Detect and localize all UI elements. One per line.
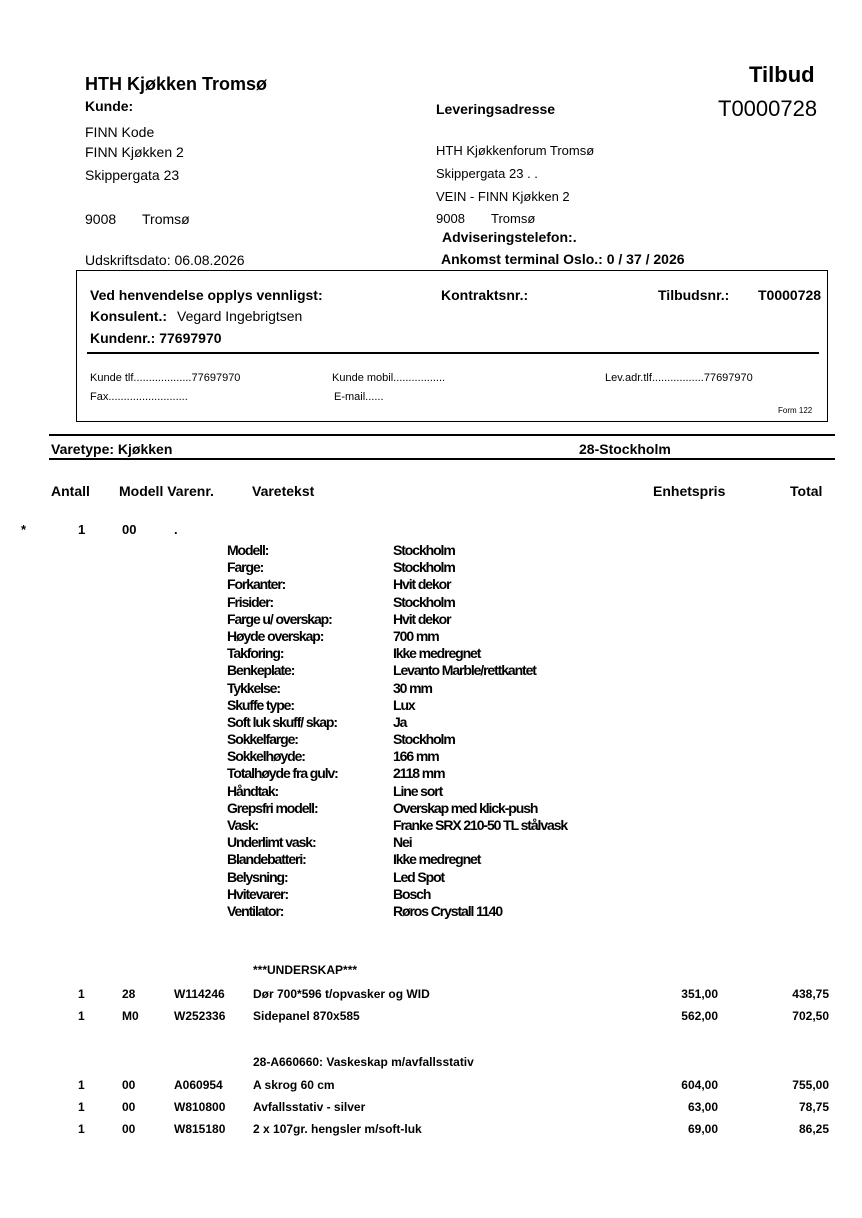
item-unit-price: 69,00 [687,1122,718,1136]
item-unit-price: 604,00 [681,1078,718,1092]
delivery-postcode: 9008 [436,211,465,226]
spec-key: Forkanter: [227,576,286,593]
item-number: W252336 [174,1009,226,1023]
delivery-phone: Lev.adr.tlf.................77697970 [605,372,753,384]
spec-value: Ikke medregnet [393,851,481,868]
box-divider [87,352,819,354]
spec-key: Totalhøyde fra gulv: [227,765,338,782]
item-text: A skrog 60 cm [253,1078,335,1092]
item-model: 00 [122,1122,136,1136]
item-number: W815180 [174,1122,226,1136]
spec-key: Frisider: [227,593,274,610]
customer-city: Tromsø [142,211,190,227]
spec-key: Skuffe type: [227,696,294,713]
spec-value: Røros Crystall 1140 [393,902,503,919]
spec-value: Hvit dekor [393,576,451,593]
item-unit-price: 351,00 [681,987,718,1001]
item-qty: 1 [78,1100,85,1114]
consultant-label: Konsulent.: [90,308,167,324]
spec-value: Levanto Marble/rettkantet [393,662,536,679]
item-total: 755,00 [792,1078,829,1092]
section-top-rule [49,434,835,436]
spec-value: Stockholm [393,542,455,558]
spec-value: 700 mm [393,627,439,644]
spec-key: Benkeplate: [227,662,295,679]
customer-street: Skippergata 23 [85,167,180,183]
fax: Fax.......................... [90,391,188,403]
delivery-city: Tromsø [491,211,536,226]
col-model-no: Modell Varenr. [119,483,214,499]
item-model: 00 [122,1100,136,1114]
arrival-terminal: Ankomst terminal Oslo.: 0 / 37 / 2026 [441,251,685,267]
item-text: Dør 700*596 t/opvasker og WID [253,987,430,1001]
spec-value: Stockholm [393,731,455,748]
spec-key: Ventilator: [227,902,284,919]
customer-line2: FINN Kjøkken 2 [85,144,184,160]
spec-value: Ja [393,713,407,730]
customer-mobile: Kunde mobil................. [332,372,446,384]
item-unit-price: 63,00 [687,1100,718,1114]
customer-number: Kundenr.: 77697970 [90,330,222,346]
item-number: W114246 [174,987,225,1001]
spec-key: Blandebatteri: [227,851,306,868]
offer-number: T0000728 [758,287,822,303]
spec-key: Hvitevarer: [227,885,289,902]
spec-key: Vask: [227,817,259,833]
spec-key: Takforing: [227,645,284,662]
main-qty: 1 [78,522,86,537]
item-qty: 1 [78,1009,85,1023]
spec-keys [227,542,338,920]
group-title-vaskeskap: 28-A660660: Vaskeskap m/avfallsstativ [253,1055,474,1069]
spec-key: Høyde overskap: [227,627,324,644]
item-model: M0 [122,1009,139,1023]
item-model: 28 [122,987,136,1001]
spec-key: Grepsfri modell: [227,799,318,816]
form-number: Form 122 [778,406,813,415]
spec-values [393,542,567,920]
item-unit-price: 562,00 [681,1009,718,1023]
spec-value: Overskap med klick-push [393,799,538,816]
col-qty: Antall [51,483,90,499]
item-number: A060954 [174,1078,223,1092]
item-qty: 1 [78,1078,85,1092]
advising-phone: Adviseringstelefon:. [442,229,577,245]
contract-label: Kontraktsnr.: [441,287,529,303]
item-total: 78,75 [798,1100,829,1114]
spec-key: Sokkelhøyde: [227,748,305,765]
delivery-line2: Skippergata 23 . . [436,166,538,181]
offer-label: Tilbudsnr.: [658,287,730,303]
spec-key: Sokkelfarge: [227,731,298,748]
item-total: 86,25 [798,1122,829,1136]
spec-key: Belysning: [227,868,288,885]
spec-key: Soft luk skuff/ skap: [227,713,337,730]
spec-value: 30 mm [393,679,432,696]
spec-key: Farge: [227,559,264,576]
kitchen-model: 28-Stockholm [579,441,671,457]
spec-value: Line sort [393,782,443,799]
spec-value: 2118 mm [393,765,445,782]
spec-key: Tykkelse: [227,679,280,696]
spec-value: 166 mm [393,748,439,765]
spec-key: Modell: [227,542,269,558]
document-type: Tilbud [749,62,815,87]
line-mark: * [21,522,27,537]
item-qty: 1 [78,1122,85,1136]
company-name: HTH Kjøkken Tromsø [85,74,268,94]
document-number: T0000728 [718,96,818,121]
col-total: Total [790,483,823,499]
col-unit-price: Enhetspris [653,483,726,499]
section-bottom-rule [49,458,835,460]
spec-key: Håndtak: [227,782,279,799]
customer-label: Kunde: [85,98,134,114]
spec-value: Lux [393,696,415,713]
customer-name: FINN Kode [85,124,155,140]
item-type: Varetype: Kjøkken [51,441,173,457]
spec-value: Stockholm [393,593,455,610]
consultant-name: Vegard Ingebrigtsen [177,308,303,324]
item-qty: 1 [78,987,85,1001]
spec-value: Ikke medregnet [393,645,481,662]
item-number: W810800 [174,1100,226,1114]
delivery-label: Leveringsadresse [436,101,556,117]
spec-value: Franke SRX 210-50 TL stålvask [393,817,568,833]
spec-value: Stockholm [393,559,455,576]
spec-value: Nei [393,834,412,851]
item-model: 00 [122,1078,136,1092]
item-text: 2 x 107gr. hengsler m/soft-luk [253,1122,422,1136]
delivery-line1: HTH Kjøkkenforum Tromsø [436,143,595,158]
spec-value: Hvit dekor [393,610,451,627]
inquiry-text: Ved henvendelse opplys vennligst: [90,287,323,303]
customer-phone: Kunde tlf...................77697970 [90,372,241,384]
spec-value: Led Spot [393,868,445,885]
main-model: 00 [122,522,137,537]
delivery-line3: VEIN - FINN Kjøkken 2 [436,189,570,204]
item-text: Sidepanel 870x585 [253,1009,360,1023]
item-text: Avfallsstativ - silver [253,1100,366,1114]
item-total: 702,50 [792,1009,829,1023]
customer-postcode: 9008 [85,211,117,227]
item-total: 438,75 [792,987,829,1001]
col-text: Varetekst [252,483,315,499]
spec-value: Bosch [393,885,431,902]
print-date: Udskriftsdato: 06.08.2026 [85,252,245,268]
spec-key: Underlimt vask: [227,834,316,851]
main-text: . [174,522,178,537]
group-title-underskap: ***UNDERSKAP*** [253,963,358,977]
email: E-mail...... [334,391,384,403]
spec-key: Farge u/ overskap: [227,610,332,627]
